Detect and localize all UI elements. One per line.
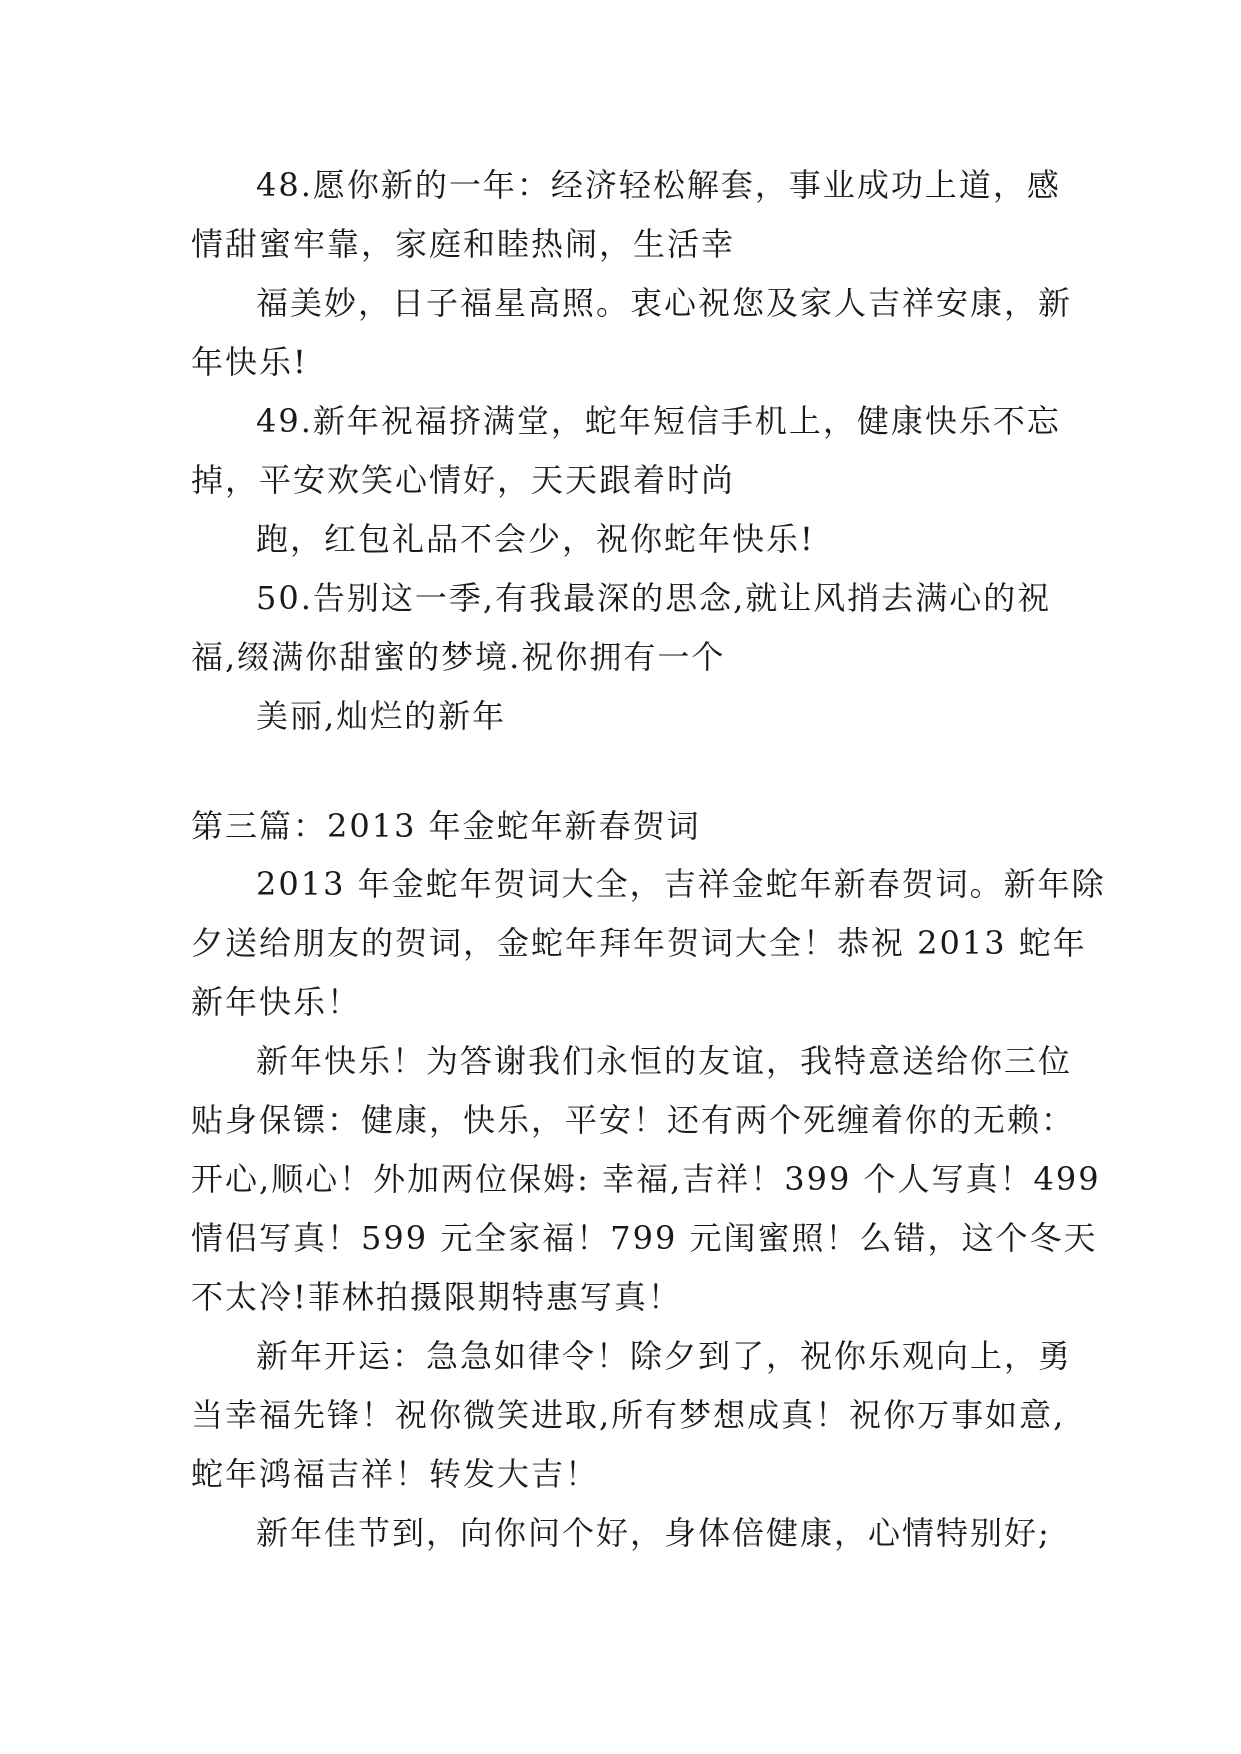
para-49-line-2: 掉，平安欢笑心情好，天天跟着时尚: [191, 461, 736, 499]
para-48-line-2: 情甜蜜牢靠，家庭和睦热闹，生活幸: [191, 225, 736, 263]
intro-line-3: 新年快乐！: [191, 983, 362, 1021]
para-49-line-3: 跑，红包礼品不会少，祝你蛇年快乐!: [256, 520, 815, 558]
greeting-1-line-5: 不太冷!菲林拍摄限期特惠写真！: [191, 1278, 682, 1316]
greeting-2-line-3: 蛇年鸿福吉祥！转发大吉！: [191, 1455, 600, 1493]
para-48-line-3: 福美妙，日子福星高照。衷心祝您及家人吉祥安康，新: [256, 284, 1073, 322]
greeting-1-line-1: 新年快乐！为答谢我们永恒的友谊，我特意送给你三位: [256, 1042, 1073, 1080]
para-49-line-1: 49.新年祝福挤满堂，蛇年短信手机上，健康快乐不忘: [256, 402, 1061, 440]
greeting-2-line-1: 新年开运：急急如律令！除夕到了，祝你乐观向上，勇: [256, 1337, 1073, 1375]
greeting-1-line-3: 开心,顺心！外加两位保姆: 幸福,吉祥！399 个人写真！499: [191, 1160, 1101, 1198]
greeting-3-line-1: 新年佳节到，向你问个好，身体倍健康，心情特别好;: [256, 1514, 1051, 1552]
intro-line-1: 2013 年金蛇年贺词大全，吉祥金蛇年新春贺词。新年除: [256, 865, 1106, 903]
para-50-line-2: 福,缀满你甜蜜的梦境.祝你拥有一个: [191, 638, 726, 676]
greeting-2-line-2: 当幸福先锋！祝你微笑进取,所有梦想成真！祝你万事如意,: [191, 1396, 1066, 1434]
para-48-line-4: 年快乐!: [191, 343, 308, 381]
section-title: 第三篇：2013 年金蛇年新春贺词: [191, 807, 701, 845]
para-50-line-1: 50.告别这一季,有我最深的思念,就让风捎去满心的祝: [256, 579, 1052, 617]
greeting-1-line-4: 情侣写真！599 元全家福！799 元闺蜜照！么错，这个冬天: [191, 1219, 1098, 1257]
intro-line-2: 夕送给朋友的贺词，金蛇年拜年贺词大全！恭祝 2013 蛇年: [191, 924, 1087, 962]
para-48-line-1: 48.愿你新的一年：经济轻松解套，事业成功上道，感: [256, 166, 1061, 204]
greeting-1-line-2: 贴身保镖：健康，快乐，平安！还有两个死缠着你的无赖：: [191, 1101, 1076, 1139]
para-50-line-3: 美丽,灿烂的新年: [256, 697, 507, 735]
